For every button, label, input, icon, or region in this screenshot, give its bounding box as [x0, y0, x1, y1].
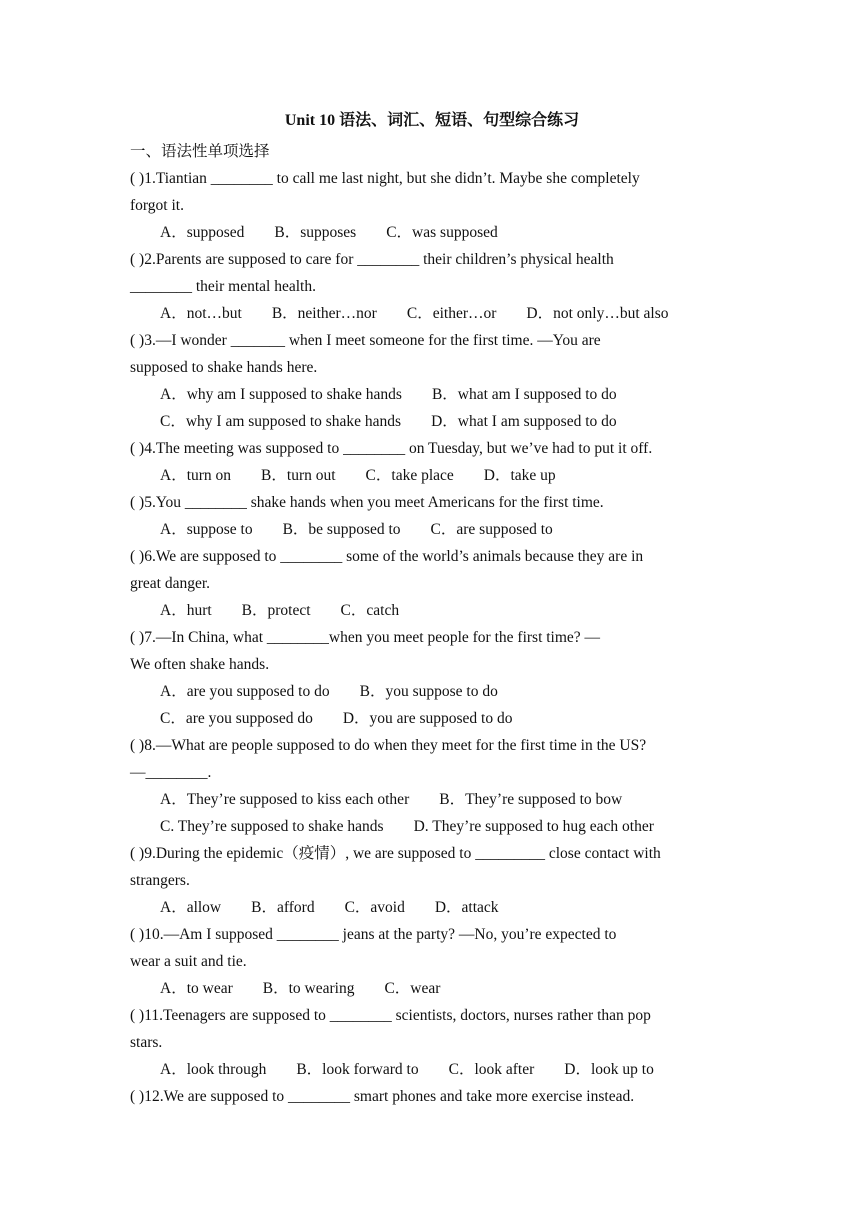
options-row	[130, 381, 734, 408]
question-item	[130, 840, 734, 921]
question-text-line: supposed to shake hands here.	[130, 359, 318, 376]
question-text-line: ( )5.You ________ shake hands when you meet Americans for the first time.	[130, 494, 604, 511]
answer-option: C. They’re supposed to shake hands	[160, 818, 384, 835]
answer-option: B．turn out	[261, 467, 336, 484]
question-text-line: ( )3.—I wonder _______ when I meet someone for the first time. —You are	[130, 332, 601, 349]
section-heading: 一、语法性单项选择	[130, 143, 270, 160]
question-text-line: ( )9.During the epidemic（疫情）, we are supposed to _________ close contact with	[130, 845, 661, 862]
question-text-line: ( )7.—In China, what ________when you meet people for the first time? —	[130, 629, 601, 646]
question-item	[130, 1083, 734, 1110]
question-item	[130, 921, 734, 1002]
question-text-line: ( )4.The meeting was supposed to ________ on Tuesday, but we’ve had to put it off.	[130, 440, 653, 457]
answer-option: D．take up	[483, 467, 556, 484]
question-text-line: We often shake hands.	[130, 656, 270, 673]
answer-option: D. They’re supposed to hug each other	[413, 818, 654, 835]
question-text-line: ( )1.Tiantian ________ to call me last night, but she didn’t. Maybe she completely	[130, 170, 640, 187]
answer-option: B．protect	[241, 602, 311, 619]
answer-option: C．was supposed	[386, 224, 498, 241]
question-text-line: ( )11.Teenagers are supposed to ________ scientists, doctors, nurses rather than pop	[130, 1007, 651, 1024]
answer-option: D．look up to	[564, 1061, 654, 1078]
answer-option: A．hurt	[160, 602, 212, 619]
question-item	[130, 165, 734, 246]
question-item	[130, 435, 734, 489]
options-row	[130, 597, 734, 624]
question-item	[130, 543, 734, 624]
answer-option: B．neither…nor	[271, 305, 377, 322]
answer-option: D．what I am supposed to do	[431, 413, 617, 430]
answer-option: B．be supposed to	[282, 521, 401, 538]
answer-option: C．are you supposed do	[160, 710, 313, 727]
answer-option: A．They’re supposed to kiss each other	[160, 791, 410, 808]
question-text-line: ( )6.We are supposed to ________ some of the world’s animals because they are in	[130, 548, 644, 565]
answer-option: B．what am I supposed to do	[431, 386, 617, 403]
question-item	[130, 327, 734, 435]
options-row	[130, 705, 734, 732]
options-row	[130, 516, 734, 543]
options-row	[130, 219, 734, 246]
document-title: Unit 10 语法、词汇、短语、句型综合练习	[284, 112, 580, 129]
question-text-line: ( )10.—Am I supposed ________ jeans at the party? —No, you’re expected to	[130, 926, 617, 943]
answer-option: D．not only…but also	[526, 305, 669, 322]
options-row	[130, 462, 734, 489]
answer-option: C．wear	[384, 980, 441, 997]
question-item	[130, 489, 734, 543]
options-row	[130, 408, 734, 435]
question-list	[130, 165, 734, 1110]
answer-option: A．supposed	[160, 224, 245, 241]
options-row	[130, 813, 734, 840]
question-item	[130, 732, 734, 840]
answer-option: C．look after	[448, 1061, 535, 1078]
options-row	[130, 1056, 734, 1083]
answer-option: A．turn on	[160, 467, 232, 484]
options-row	[130, 894, 734, 921]
answer-option: C．catch	[340, 602, 400, 619]
question-text-line: ( )8.—What are people supposed to do when they meet for the first time in the US?	[130, 737, 647, 754]
answer-option: C．avoid	[344, 899, 405, 916]
answer-option: A．suppose to	[160, 521, 253, 538]
question-text-line: —________.	[130, 764, 212, 781]
question-text-line: forgot it.	[130, 197, 184, 214]
answer-option: B．to wearing	[262, 980, 355, 997]
answer-option: A．not…but	[160, 305, 242, 322]
answer-option: A．allow	[160, 899, 222, 916]
options-row	[130, 300, 734, 327]
answer-option: B．you suppose to do	[359, 683, 498, 700]
question-text-line: great danger.	[130, 575, 211, 592]
options-row	[130, 678, 734, 705]
answer-option: A．to wear	[160, 980, 233, 997]
answer-option: D．you are supposed to do	[342, 710, 513, 727]
options-row	[130, 786, 734, 813]
options-row	[130, 975, 734, 1002]
answer-option: A．why am I supposed to shake hands	[160, 386, 402, 403]
answer-option: B．supposes	[274, 224, 357, 241]
question-text-line: ________ their mental health.	[130, 278, 316, 295]
answer-option: C．either…or	[406, 305, 497, 322]
answer-option: C．take place	[365, 467, 454, 484]
question-text-line: stars.	[130, 1034, 163, 1051]
question-item	[130, 624, 734, 732]
answer-option: B．They’re supposed to bow	[439, 791, 623, 808]
answer-option: A．look through	[160, 1061, 267, 1078]
document-page	[130, 108, 734, 1110]
answer-option: C．are supposed to	[430, 521, 553, 538]
question-text-line: ( )2.Parents are supposed to care for ________ their children’s physical health	[130, 251, 614, 268]
answer-option: B．afford	[251, 899, 315, 916]
answer-option: C．why I am supposed to shake hands	[160, 413, 402, 430]
question-item	[130, 1002, 734, 1083]
question-text-line: wear a suit and tie.	[130, 953, 247, 970]
question-text-line: ( )12.We are supposed to ________ smart phones and take more exercise instead.	[130, 1088, 635, 1105]
answer-option: A．are you supposed to do	[160, 683, 330, 700]
question-item	[130, 246, 734, 327]
question-text-line: strangers.	[130, 872, 190, 889]
answer-option: D．attack	[434, 899, 499, 916]
answer-option: B．look forward to	[296, 1061, 419, 1078]
